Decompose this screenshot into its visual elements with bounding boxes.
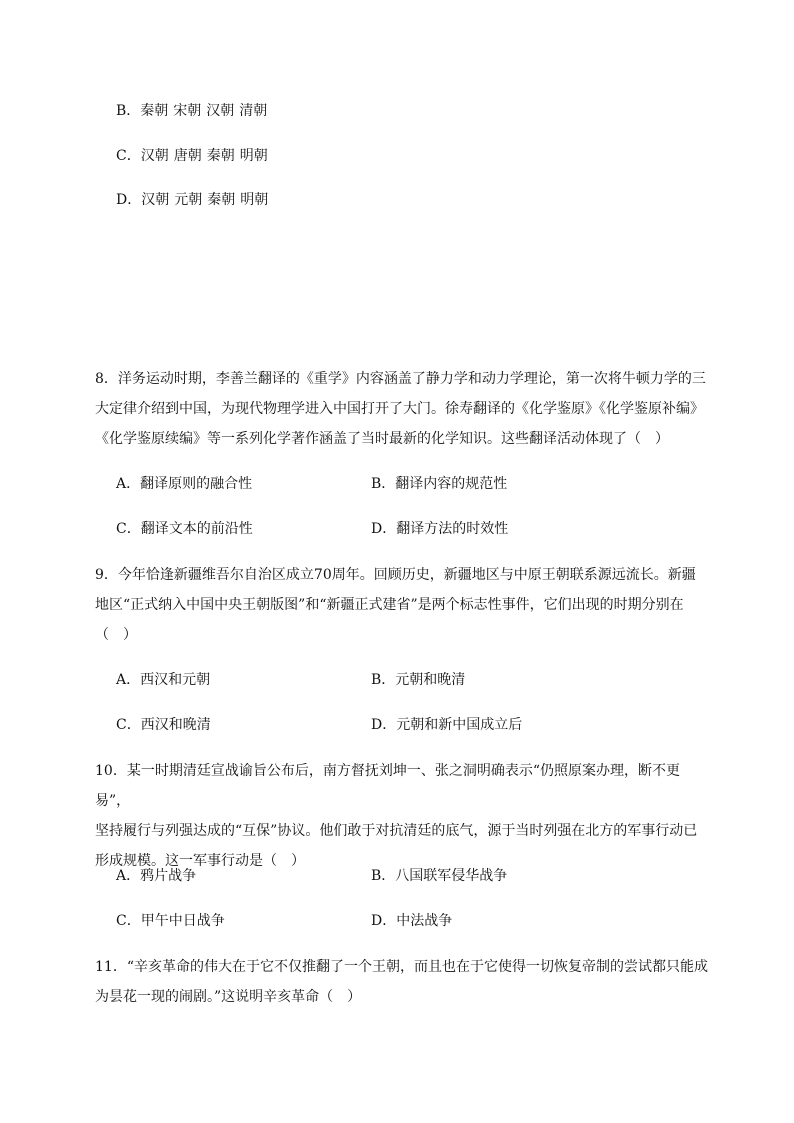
q7-option-c xyxy=(116,146,273,166)
option-word: 明朝 xyxy=(240,192,269,208)
q10-option-b: B．八国联军侵华战争 xyxy=(371,868,508,884)
question-9-stem xyxy=(95,560,715,650)
option-letter: B． xyxy=(116,103,141,119)
question-line: 9．今年恰逢新疆维吾尔自治区成立70周年。回顾历史，新疆地区与中原王朝联系源远流长。新疆 xyxy=(95,567,696,583)
q9-option-a: A．西汉和元朝 xyxy=(116,672,211,688)
q8-option-b: B．翻译内容的规范性 xyxy=(371,476,508,492)
q10-option-a: A．鸦片战争 xyxy=(116,868,197,884)
q8-option-d: D．翻译方法的时效性 xyxy=(371,521,509,537)
q7-option-b xyxy=(116,101,272,121)
option-word: 汉朝 xyxy=(141,192,170,208)
option-word: 秦朝 xyxy=(206,148,235,164)
option-letter: D． xyxy=(116,192,142,208)
question-line: 8．洋务运动时期，李善兰翻译的《重学》内容涵盖了静力学和动力学理论，第一次将牛顿力学的三 xyxy=(95,371,706,387)
question-line: （ ） xyxy=(95,627,137,643)
option-word: 明朝 xyxy=(239,148,268,164)
question-8-stem xyxy=(95,364,715,454)
q7-option-d xyxy=(116,190,273,210)
option-letter: C． xyxy=(116,148,141,164)
q8-option-a: A．翻译原则的融合性 xyxy=(116,476,253,492)
question-line: 地区“正式纳入中国中央王朝版图”和“新疆正式建省”是两个标志性事件，它们出现的时期分别在 xyxy=(95,597,684,613)
q9-option-d: D．元朝和新中国成立后 xyxy=(371,717,523,733)
question-line: 11．“辛亥革命的伟大在于它不仅推翻了一个王朝，而且也在于它使得一切恢复帝制的尝试都只能成 xyxy=(95,959,708,975)
q10-option-d: D．中法战争 xyxy=(371,913,453,929)
q10-option-c: C．甲午中日战争 xyxy=(116,913,225,929)
q9-option-b: B．元朝和晚清 xyxy=(371,672,466,688)
question-11-stem xyxy=(95,952,715,1012)
option-word: 元朝 xyxy=(174,192,203,208)
question-line: 为昙花一现的闹剧。”这说明辛亥革命（ ） xyxy=(95,989,362,1005)
question-line: 大定律介绍到中国，为现代物理学进入中国打开了大门。徐寿翻译的《化学鉴原》《化学鉴原补编》 xyxy=(95,401,704,417)
option-word: 宋朝 xyxy=(173,103,202,119)
option-word: 秦朝 xyxy=(140,103,169,119)
option-word: 唐朝 xyxy=(173,148,202,164)
question-line: 坚持履行与列强达成的“互保”协议。他们敢于对抗清廷的底气，源于当时列强在北方的军事行动已 xyxy=(95,823,698,839)
option-word: 清朝 xyxy=(239,103,268,119)
question-line: 10．某一时期清廷宣战谕旨公布后，南方督抚刘坤一、张之洞明确表示“仍照原案办理，断不更易”， xyxy=(95,763,680,809)
option-word: 汉朝 xyxy=(206,103,235,119)
option-word: 秦朝 xyxy=(207,192,236,208)
option-word: 汉朝 xyxy=(140,148,169,164)
question-line: 《化学鉴原续编》等一系列化学著作涵盖了当时最新的化学知识。这些翻译活动体现了（ ） xyxy=(95,431,669,447)
q8-option-c: C．翻译文本的前沿性 xyxy=(116,521,253,537)
question-10-stem xyxy=(95,756,715,876)
question-line: 形成规模。这一军事行动是（ ） xyxy=(95,853,305,869)
q9-option-c: C．西汉和晚清 xyxy=(116,717,211,733)
